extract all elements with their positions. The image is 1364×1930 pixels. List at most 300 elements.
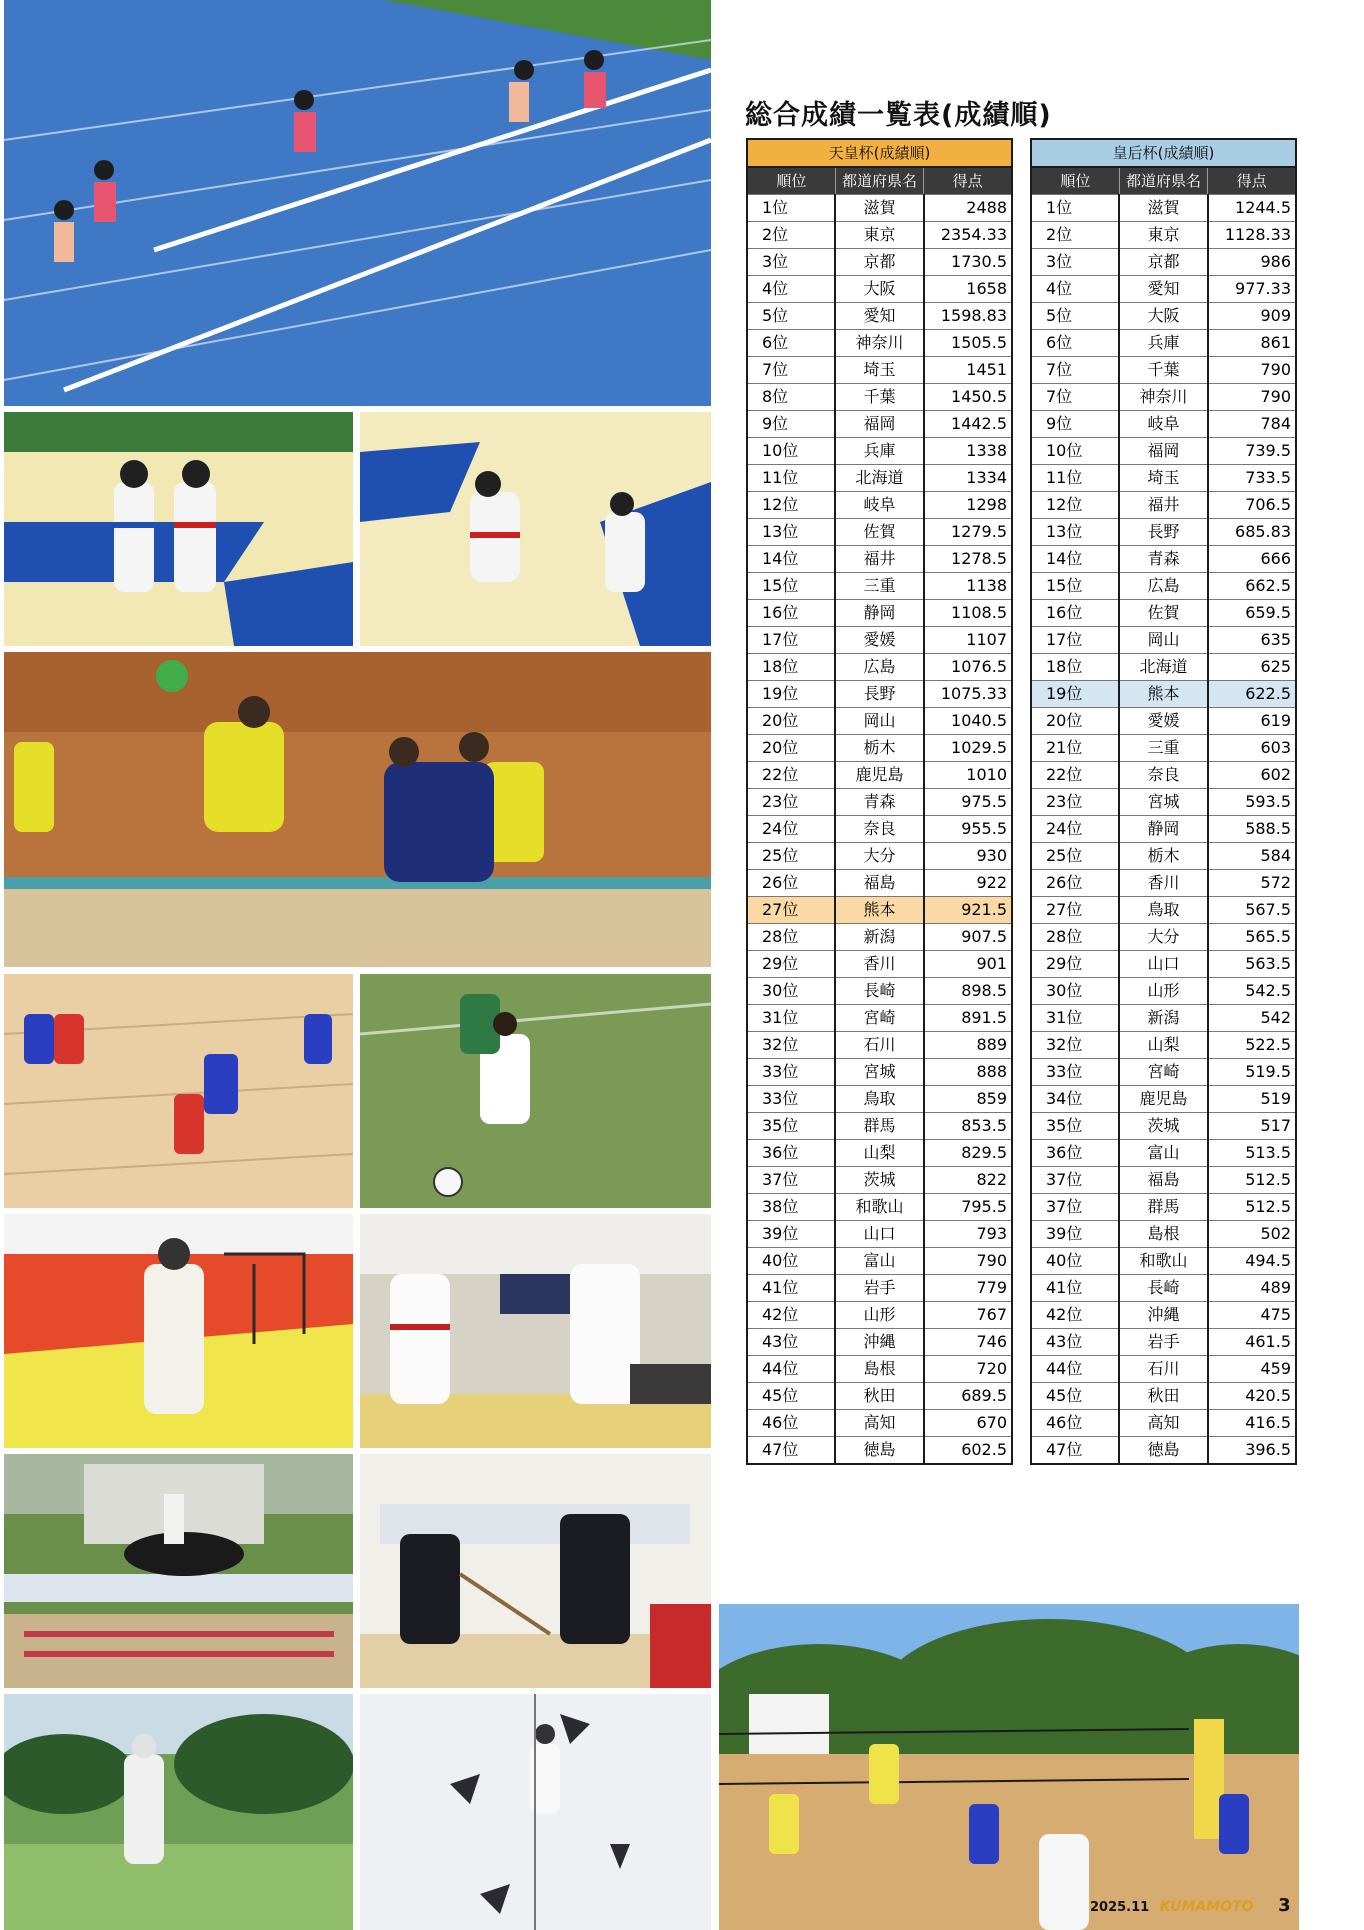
score-cell: 1278.5 <box>924 546 1012 573</box>
rank-cell: 16位 <box>747 600 835 627</box>
prefecture-cell: 熊本 <box>835 897 923 924</box>
rank-cell: 35位 <box>1031 1113 1119 1140</box>
score-cell: 784 <box>1208 411 1296 438</box>
score-cell: 1010 <box>924 762 1012 789</box>
prefecture-cell: 和歌山 <box>835 1194 923 1221</box>
rank-cell: 36位 <box>747 1140 835 1167</box>
score-cell: 670 <box>924 1410 1012 1437</box>
prefecture-cell: 長崎 <box>835 978 923 1005</box>
rank-cell: 5位 <box>747 303 835 330</box>
score-cell: 1138 <box>924 573 1012 600</box>
score-cell: 853.5 <box>924 1113 1012 1140</box>
rank-cell: 36位 <box>1031 1140 1119 1167</box>
score-cell: 1108.5 <box>924 600 1012 627</box>
prefecture-cell: 埼玉 <box>835 357 923 384</box>
judo-photo <box>360 1214 711 1448</box>
prefecture-cell: 北海道 <box>1119 654 1207 681</box>
prefecture-cell: 福岡 <box>835 411 923 438</box>
score-cell: 907.5 <box>924 924 1012 951</box>
rank-cell: 41位 <box>747 1275 835 1302</box>
table-row <box>747 816 1012 843</box>
rank-cell: 47位 <box>1046 1440 1083 1459</box>
score-cell: 685.83 <box>1208 519 1296 546</box>
score-cell: 739.5 <box>1208 438 1296 465</box>
table-row <box>747 222 1012 249</box>
score-cell: 1128.33 <box>1208 222 1296 249</box>
rank-cell: 4位 <box>1031 276 1119 303</box>
table-row <box>1031 222 1296 249</box>
score-cell: 1076.5 <box>924 654 1012 681</box>
rank-cell: 43位 <box>1031 1329 1119 1356</box>
rank-cell: 5位 <box>1031 303 1119 330</box>
score-cell: 790 <box>924 1248 1012 1275</box>
table-row <box>747 1059 1012 1086</box>
score-cell: 733.5 <box>1208 465 1296 492</box>
prefecture-cell: 島根 <box>835 1356 923 1383</box>
table-row <box>1031 681 1296 708</box>
page-number: 3 <box>1278 1895 1291 1916</box>
prefecture-cell: 高知 <box>1119 1410 1207 1437</box>
score-cell: 567.5 <box>1208 897 1296 924</box>
score-cell: 1451 <box>924 357 1012 384</box>
rank-cell: 15位 <box>747 573 835 600</box>
prefecture-cell: 京都 <box>835 249 923 276</box>
prefecture-cell: 滋賀 <box>835 195 923 222</box>
prefecture-cell: 滋賀 <box>1119 195 1207 222</box>
rank-cell: 32位 <box>1031 1032 1119 1059</box>
table-row <box>1031 816 1296 843</box>
prefecture-cell: 山形 <box>1119 978 1207 1005</box>
rank-cell: 32位 <box>747 1032 835 1059</box>
table-row <box>1031 654 1296 681</box>
rank-cell: 34位 <box>1031 1086 1119 1113</box>
prefecture-cell: 神奈川 <box>1119 384 1207 411</box>
table-row <box>1031 411 1296 438</box>
table-row <box>747 1383 1012 1410</box>
prefecture-cell: 新潟 <box>1119 1005 1207 1032</box>
rank-cell: 7位 <box>747 357 835 384</box>
prefecture-cell: 山梨 <box>835 1140 923 1167</box>
rank-cell: 31位 <box>1031 1005 1119 1032</box>
table-row <box>1031 843 1296 870</box>
score-cell: 891.5 <box>924 1005 1012 1032</box>
table-row <box>747 1032 1012 1059</box>
score-cell: 396.5 <box>1245 1440 1291 1459</box>
prefecture-cell: 長野 <box>835 681 923 708</box>
equestrian-photo <box>4 1454 353 1688</box>
rank-cell: 30位 <box>747 978 835 1005</box>
table-row <box>747 1302 1012 1329</box>
table-row <box>1031 519 1296 546</box>
score-cell: 1298 <box>924 492 1012 519</box>
table-row <box>747 870 1012 897</box>
table-row <box>747 573 1012 600</box>
table-row <box>747 1113 1012 1140</box>
table-row <box>1031 1140 1296 1167</box>
table-row <box>747 519 1012 546</box>
prefecture-cell: 千葉 <box>1119 357 1207 384</box>
prefecture-cell: 広島 <box>835 654 923 681</box>
score-cell: 572 <box>1208 870 1296 897</box>
rank-cell: 10位 <box>1031 438 1119 465</box>
rank-cell: 26位 <box>747 870 835 897</box>
rank-cell: 21位 <box>1031 735 1119 762</box>
prefecture-cell: 北海道 <box>835 465 923 492</box>
score-cell: 475 <box>1208 1302 1296 1329</box>
table-row <box>747 681 1012 708</box>
emperor-cup-caption: 天皇杯(成績順) <box>747 139 1012 167</box>
empress-cup-rows <box>1031 195 1296 1465</box>
rank-cell: 16位 <box>1031 600 1119 627</box>
table-row <box>747 195 1012 222</box>
rank-cell: 19位 <box>1031 681 1119 708</box>
score-cell: 1334 <box>924 465 1012 492</box>
rank-cell: 46位 <box>1031 1410 1119 1437</box>
rank-cell: 29位 <box>1031 951 1119 978</box>
score-cell: 625 <box>1208 654 1296 681</box>
prefecture-cell: 宮崎 <box>1119 1059 1207 1086</box>
table-row <box>1031 1275 1296 1302</box>
brand-logo: KUMAMOTO <box>1159 1899 1254 1915</box>
rank-cell: 33位 <box>747 1059 835 1086</box>
rank-cell: 33位 <box>747 1086 835 1113</box>
table-row <box>747 1275 1012 1302</box>
table-row <box>1031 951 1296 978</box>
table-row <box>747 897 1012 924</box>
rank-cell: 3位 <box>747 249 835 276</box>
table-row <box>1031 1221 1296 1248</box>
score-cell: 461.5 <box>1208 1329 1296 1356</box>
prefecture-cell: 徳島 <box>835 1437 923 1465</box>
prefecture-cell: 群馬 <box>835 1113 923 1140</box>
table-row <box>1031 789 1296 816</box>
prefecture-cell: 岐阜 <box>1119 411 1207 438</box>
score-cell: 416.5 <box>1208 1410 1296 1437</box>
score-cell: 603 <box>1208 735 1296 762</box>
prefecture-cell: 徳島 <box>1119 1437 1207 1465</box>
prefecture-cell: 山梨 <box>1119 1032 1207 1059</box>
score-cell: 588.5 <box>1208 816 1296 843</box>
rank-cell: 28位 <box>1031 924 1119 951</box>
prefecture-cell: 兵庫 <box>835 438 923 465</box>
handball-photo-large <box>4 652 711 967</box>
score-cell: 793 <box>924 1221 1012 1248</box>
prefecture-cell: 京都 <box>1119 249 1207 276</box>
score-cell: 829.5 <box>924 1140 1012 1167</box>
table-row <box>1031 357 1296 384</box>
rank-cell: 23位 <box>747 789 835 816</box>
prefecture-cell: 秋田 <box>1119 1383 1207 1410</box>
rank-cell: 44位 <box>747 1356 835 1383</box>
prefecture-cell: 福井 <box>835 546 923 573</box>
score-cell: 955.5 <box>924 816 1012 843</box>
rank-cell: 18位 <box>1031 654 1119 681</box>
prefecture-cell: 石川 <box>1119 1356 1207 1383</box>
prefecture-cell: 宮城 <box>1119 789 1207 816</box>
table-row <box>747 924 1012 951</box>
rank-cell: 2位 <box>1031 222 1119 249</box>
table-row <box>747 303 1012 330</box>
table-row <box>1031 600 1296 627</box>
prefecture-cell: 東京 <box>835 222 923 249</box>
prefecture-cell: 大阪 <box>1119 303 1207 330</box>
table-row <box>1031 870 1296 897</box>
climbing-photo <box>360 1694 711 1930</box>
table-row <box>747 762 1012 789</box>
rank-cell: 37位 <box>1031 1167 1119 1194</box>
empress-cup-table <box>1030 138 1297 1465</box>
prefecture-cell: 青森 <box>1119 546 1207 573</box>
table-row <box>747 1356 1012 1383</box>
prefecture-cell: 宮城 <box>835 1059 923 1086</box>
table-row <box>1031 735 1296 762</box>
table-row <box>1031 924 1296 951</box>
score-cell: 1244.5 <box>1208 195 1296 222</box>
table-row <box>747 330 1012 357</box>
table-row <box>747 438 1012 465</box>
score-cell: 706.5 <box>1208 492 1296 519</box>
rank-cell: 10位 <box>747 438 835 465</box>
prefecture-cell: 香川 <box>1119 870 1207 897</box>
prefecture-cell: 千葉 <box>835 384 923 411</box>
table-row <box>747 384 1012 411</box>
prefecture-cell: 新潟 <box>835 924 923 951</box>
score-cell: 565.5 <box>1208 924 1296 951</box>
table-row <box>1031 897 1296 924</box>
table-row <box>747 1221 1012 1248</box>
score-cell: 593.5 <box>1208 789 1296 816</box>
header-rank: 順位 <box>1031 167 1119 195</box>
score-cell: 1730.5 <box>924 249 1012 276</box>
score-cell: 822 <box>924 1167 1012 1194</box>
score-cell: 2354.33 <box>924 222 1012 249</box>
prefecture-cell: 埼玉 <box>1119 465 1207 492</box>
prefecture-cell: 茨城 <box>835 1167 923 1194</box>
table-row <box>1031 546 1296 573</box>
score-cell: 986 <box>1208 249 1296 276</box>
rank-cell: 7位 <box>1031 384 1119 411</box>
score-cell: 1029.5 <box>924 735 1012 762</box>
table-row <box>1031 627 1296 654</box>
score-cell: 494.5 <box>1208 1248 1296 1275</box>
emperor-cup-table <box>746 138 1013 1465</box>
prefecture-cell: 東京 <box>1119 222 1207 249</box>
prefecture-cell: 栃木 <box>835 735 923 762</box>
rank-cell: 2位 <box>747 222 835 249</box>
karate-photo-left <box>4 412 353 646</box>
rank-cell: 19位 <box>747 681 835 708</box>
rank-cell: 17位 <box>747 627 835 654</box>
table-row <box>747 1437 1012 1465</box>
table-row <box>1031 1194 1296 1221</box>
prefecture-cell: 茨城 <box>1119 1113 1207 1140</box>
table-row <box>1031 978 1296 1005</box>
table-row <box>747 654 1012 681</box>
prefecture-cell: 島根 <box>1119 1221 1207 1248</box>
prefecture-cell: 熊本 <box>1119 681 1207 708</box>
page-footer <box>1090 1895 1291 1916</box>
prefecture-cell: 長崎 <box>1119 1275 1207 1302</box>
prefecture-cell: 奈良 <box>835 816 923 843</box>
rank-cell: 22位 <box>747 762 835 789</box>
rank-cell: 4位 <box>747 276 835 303</box>
table-row <box>1031 303 1296 330</box>
score-cell: 420.5 <box>1208 1383 1296 1410</box>
rank-cell: 12位 <box>1031 492 1119 519</box>
prefecture-cell: 奈良 <box>1119 762 1207 789</box>
rank-cell: 18位 <box>747 654 835 681</box>
header-rank: 順位 <box>747 167 835 195</box>
table-row <box>747 546 1012 573</box>
table-row <box>1031 1059 1296 1086</box>
table-row <box>1031 1167 1296 1194</box>
rank-cell: 33位 <box>1031 1059 1119 1086</box>
score-cell: 1598.83 <box>924 303 1012 330</box>
rank-cell: 20位 <box>1031 708 1119 735</box>
prefecture-cell: 山口 <box>1119 951 1207 978</box>
prefecture-cell: 岩手 <box>1119 1329 1207 1356</box>
rank-cell: 24位 <box>1031 816 1119 843</box>
rank-cell: 11位 <box>747 465 835 492</box>
table-row <box>747 600 1012 627</box>
prefecture-cell: 青森 <box>835 789 923 816</box>
table-row <box>747 1167 1012 1194</box>
rank-cell: 46位 <box>747 1410 835 1437</box>
score-cell: 1658 <box>924 276 1012 303</box>
rank-cell: 45位 <box>747 1383 835 1410</box>
prefecture-cell: 岡山 <box>835 708 923 735</box>
rank-cell: 39位 <box>1031 1221 1119 1248</box>
prefecture-cell: 和歌山 <box>1119 1248 1207 1275</box>
table-row <box>747 1410 1012 1437</box>
score-cell: 635 <box>1208 627 1296 654</box>
prefecture-cell: 沖縄 <box>835 1329 923 1356</box>
score-cell: 898.5 <box>924 978 1012 1005</box>
score-cell: 602 <box>1208 762 1296 789</box>
prefecture-cell: 佐賀 <box>835 519 923 546</box>
score-cell: 619 <box>1208 708 1296 735</box>
prefecture-cell: 岐阜 <box>835 492 923 519</box>
prefecture-cell: 鹿児島 <box>1119 1086 1207 1113</box>
table-row <box>747 789 1012 816</box>
score-cell: 542.5 <box>1208 978 1296 1005</box>
rank-cell: 22位 <box>1031 762 1119 789</box>
prefecture-cell: 福島 <box>835 870 923 897</box>
prefecture-cell: 鹿児島 <box>835 762 923 789</box>
rank-cell: 31位 <box>747 1005 835 1032</box>
rank-cell: 11位 <box>1031 465 1119 492</box>
table-row <box>1031 1032 1296 1059</box>
score-cell: 1279.5 <box>924 519 1012 546</box>
prefecture-cell: 兵庫 <box>1119 330 1207 357</box>
prefecture-cell: 石川 <box>835 1032 923 1059</box>
prefecture-cell: 福島 <box>1119 1167 1207 1194</box>
prefecture-cell: 長野 <box>1119 519 1207 546</box>
score-cell: 921.5 <box>924 897 1012 924</box>
rank-cell: 45位 <box>1031 1383 1119 1410</box>
prefecture-cell: 福井 <box>1119 492 1207 519</box>
rank-cell: 25位 <box>747 843 835 870</box>
table-row <box>1031 195 1296 222</box>
table-row <box>1031 1356 1296 1383</box>
rank-cell: 38位 <box>747 1194 835 1221</box>
prefecture-cell: 山口 <box>835 1221 923 1248</box>
prefecture-cell: 香川 <box>835 951 923 978</box>
rank-cell: 47位 <box>762 1440 799 1459</box>
header-score: 得点 <box>1208 167 1296 195</box>
issue-date: 2025.11 <box>1090 1900 1150 1915</box>
rank-cell: 40位 <box>1031 1248 1119 1275</box>
prefecture-cell: 群馬 <box>1119 1194 1207 1221</box>
rank-cell: 44位 <box>1031 1356 1119 1383</box>
rank-cell: 27位 <box>747 897 835 924</box>
rank-cell: 26位 <box>1031 870 1119 897</box>
rank-cell: 9位 <box>747 411 835 438</box>
table-row <box>747 1140 1012 1167</box>
table-row <box>1031 1005 1296 1032</box>
score-cell: 922 <box>924 870 1012 897</box>
table-row <box>1031 1329 1296 1356</box>
table-row <box>747 951 1012 978</box>
prefecture-cell: 三重 <box>835 573 923 600</box>
score-cell: 519 <box>1208 1086 1296 1113</box>
score-cell: 489 <box>1208 1275 1296 1302</box>
score-cell: 542 <box>1208 1005 1296 1032</box>
prefecture-cell: 大阪 <box>835 276 923 303</box>
score-cell: 502 <box>1208 1221 1296 1248</box>
prefecture-cell: 愛知 <box>835 303 923 330</box>
header-prefecture: 都道府県名 <box>1119 167 1207 195</box>
score-cell: 584 <box>1208 843 1296 870</box>
score-cell: 1442.5 <box>924 411 1012 438</box>
score-cell: 522.5 <box>1208 1032 1296 1059</box>
rank-cell: 20位 <box>747 708 835 735</box>
rank-cell: 13位 <box>747 519 835 546</box>
score-cell: 666 <box>1208 546 1296 573</box>
score-cell: 977.33 <box>1208 276 1296 303</box>
rank-cell: 15位 <box>1031 573 1119 600</box>
handball-photo-small <box>4 974 353 1208</box>
table-row <box>1031 1113 1296 1140</box>
score-cell: 662.5 <box>1208 573 1296 600</box>
score-cell: 519.5 <box>1208 1059 1296 1086</box>
table-row <box>1031 1302 1296 1329</box>
kendo-photo <box>360 1454 711 1688</box>
table-row <box>747 1329 1012 1356</box>
score-cell: 563.5 <box>1208 951 1296 978</box>
table-row <box>747 978 1012 1005</box>
prefecture-cell: 岩手 <box>835 1275 923 1302</box>
score-cell: 859 <box>924 1086 1012 1113</box>
table-row <box>747 735 1012 762</box>
score-cell: 901 <box>924 951 1012 978</box>
rank-cell: 35位 <box>747 1113 835 1140</box>
rank-cell: 8位 <box>747 384 835 411</box>
prefecture-cell: 鳥取 <box>835 1086 923 1113</box>
prefecture-cell: 岡山 <box>1119 627 1207 654</box>
score-cell: 909 <box>1208 303 1296 330</box>
rank-cell: 17位 <box>1031 627 1119 654</box>
header-prefecture: 都道府県名 <box>835 167 923 195</box>
prefecture-cell: 愛知 <box>1119 276 1207 303</box>
prefecture-cell: 三重 <box>1119 735 1207 762</box>
table-row <box>747 357 1012 384</box>
score-cell: 1107 <box>924 627 1012 654</box>
score-cell: 513.5 <box>1208 1140 1296 1167</box>
header-score: 得点 <box>924 167 1012 195</box>
table-row <box>1031 492 1296 519</box>
table-row <box>747 708 1012 735</box>
